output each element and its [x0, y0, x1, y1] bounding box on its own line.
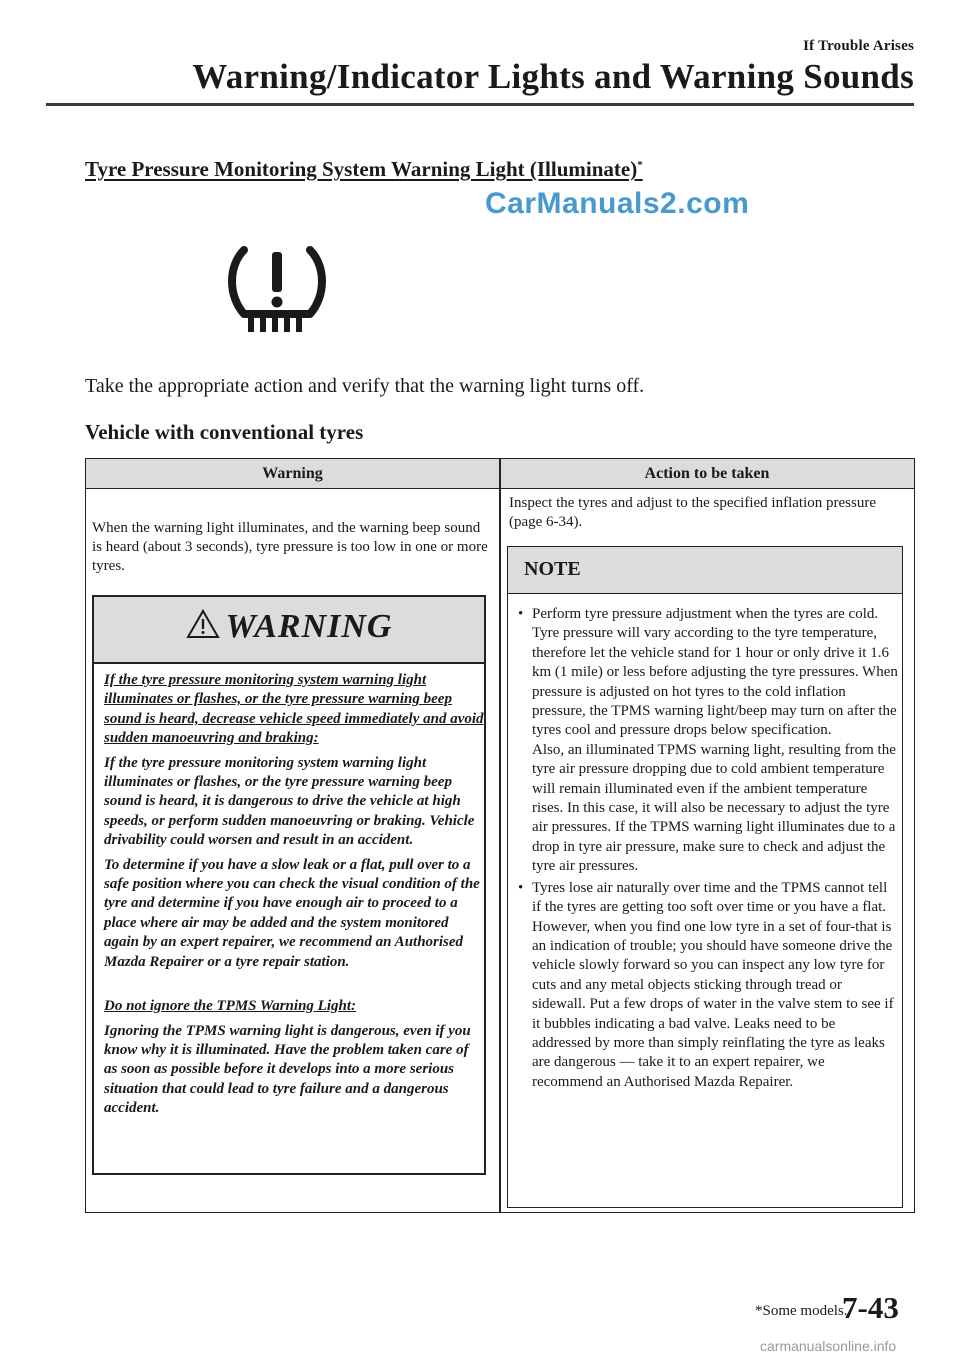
warning-box [92, 595, 486, 1175]
section-title-text: Tyre Pressure Monitoring System Warning Light (Illuminate) [85, 157, 638, 181]
warning-title-text: WARNING [225, 608, 393, 645]
warning-description: When the warning light illuminates, and the warning beep sound is heard (about 3 seconds), tyre pressure is too low in one or more tyres. [92, 520, 488, 574]
note-item-1a: Perform tyre pressure adjustment when the tyres are cold. Tyre pressure will vary according to the tyre temperature, therefore let the vehicle stand for 1 hour or only drive it 1.6 km (1 mile) or less before adjusting the tyre pressures. When pressure is adjusted on hot tyres to the cold inflation pressure, the TPMS warning light/beep may turn on after the tyres cool and pressure drops below specification. [532, 606, 898, 739]
page-number: 7-43 [842, 1290, 899, 1325]
note-title: NOTE [524, 558, 581, 580]
note-item [518, 605, 898, 877]
note-item-1b: Also, an illuminated TPMS warning light, resulting from the tyre air pressure dropping due to cold ambient temperature will remain illuminated even if the ambient temperature rises. In this case, it will also be necessary to adjust the tyre air pressures. If the TPMS warning light illuminates due to a drop in tyre air pressure, make sure to check and adjust the tyre air pressures. [532, 741, 896, 875]
some-models-marker: * [637, 159, 643, 171]
column-header-action: Action to be taken [644, 465, 770, 482]
page-header [192, 38, 914, 97]
warning-p3-heading: Do not ignore the TPMS Warning Light: [104, 998, 356, 1015]
section-title [85, 157, 643, 182]
instruction-text: Take the appropriate action and verify that the warning light turns off. [85, 375, 645, 397]
sub-heading: Vehicle with conventional tyres [85, 420, 364, 444]
chapter-label: If Trouble Arises [803, 38, 914, 54]
tpms-warning-icon [225, 240, 329, 334]
note-item-2: Tyres lose air naturally over time and the TPMS cannot tell if the tyres are getting too soft over time or you have a flat. However, when you find one low tyre in a set of four-that is an indication of trouble; you should have someone drive the vehicle slowly forward so you can inspect any low tyre for cuts and any metal objects sticking through tread or sidewall. Put a few drops of water in the valve stem to see if it bubbles indicating a bad valve. Leaks need to be addressed by more than simply reinflating the tyre as leaks are dangerous — take it to an expert repairer, we recommend an Authorised Mazda Repairer. [532, 879, 894, 1090]
chapter-title: Warning/Indicator Lights and Warning Sounds [192, 57, 914, 96]
note-body [518, 605, 898, 1094]
paragraph-gap [104, 977, 484, 997]
bullet-icon: • [518, 606, 524, 622]
source-watermark: carmanualsonline.info [760, 1338, 897, 1354]
watermark: CarManuals2.com [485, 187, 750, 220]
action-description: Inspect the tyres and adjust to the specified inflation pressure (page 6-34). [509, 495, 876, 530]
warning-p3-body: Ignoring the TPMS warning light is dangerous, even if you know why it is illuminated. Have the problem taken care of as soon as possible before it develops into a more serious situation that could lead to tyre failure and a dangerous accident. [104, 1022, 471, 1117]
note-item [518, 879, 898, 1092]
footnote: *Some models. [755, 1303, 848, 1319]
warning-body [104, 671, 484, 1124]
header-divider [46, 103, 914, 106]
warning-triangle-icon [186, 609, 220, 639]
bullet-icon: • [518, 879, 524, 896]
column-header-warning: Warning [262, 465, 323, 482]
warning-action-table [85, 458, 915, 1213]
warning-p2: To determine if you have a slow leak or a flat, pull over to a safe position where you can check the visual condition of the tyre and determine if you have enough air to proceed to a place where air may be added and the system monitored again by an expert repairer, we recommend an Authorised Mazda Repairer or a tyre repair station. [104, 856, 480, 970]
warning-title [94, 608, 484, 646]
warning-p1-heading: If the tyre pressure monitoring system warning light illuminates or flashes, or the tyre pressure warning beep sound is heard, decrease vehicle speed immediately and avoid sudden manoeuvring and braking: [104, 672, 484, 747]
note-box-header [508, 547, 902, 594]
column-divider [499, 459, 501, 1212]
warning-box-header [94, 597, 484, 664]
warning-p1-body: If the tyre pressure monitoring system warning light illuminates or flashes, or the tyre pressure warning beep sound is heard, it is dangerous to drive the vehicle at high speeds, or perform sudden manoeuvring or braking. Vehicle drivability could worsen and result in an accident. [104, 754, 475, 849]
note-box [507, 546, 903, 1208]
